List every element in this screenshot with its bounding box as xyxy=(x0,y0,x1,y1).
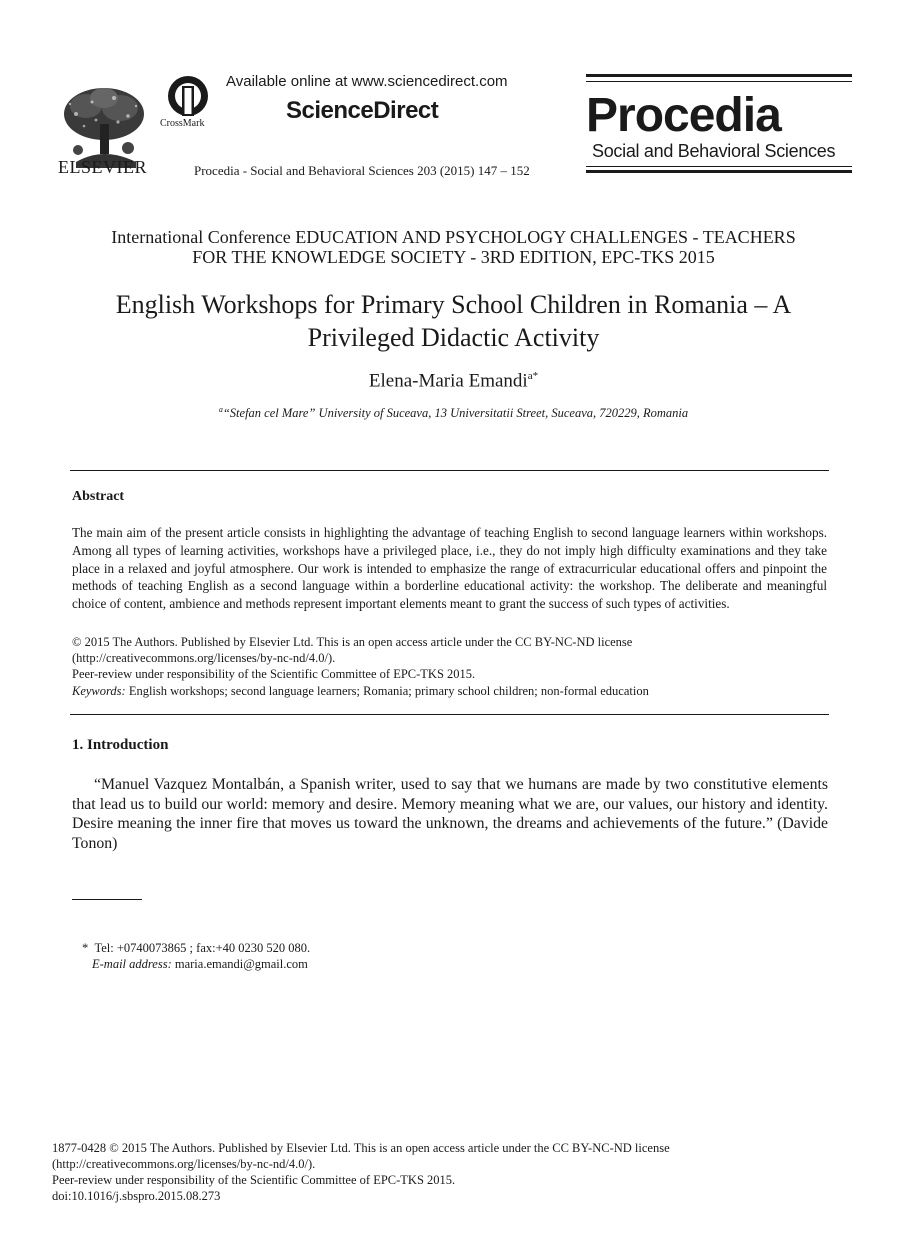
footnote-rule xyxy=(72,899,142,900)
divider xyxy=(70,470,829,471)
procedia-subtitle: Social and Behavioral Sciences xyxy=(592,141,836,161)
elsevier-wordmark: ELSEVIER xyxy=(58,157,147,177)
footnote-email xyxy=(92,957,308,972)
affiliation-marker: a xyxy=(218,405,223,414)
license-link[interactable]: (http://creativecommons.org/licenses/by-nc-nd/4.0/). xyxy=(72,651,336,665)
sciencedirect-logo: ScienceDirect xyxy=(286,97,439,124)
affiliation-text: “Stefan cel Mare” University of Suceava, 13 Universitatii Street, Suceava, 720229, Romania xyxy=(222,406,689,421)
footer-license-link[interactable]: (http://creativecommons.org/licenses/by-nc-nd/4.0/). xyxy=(52,1157,316,1171)
masthead-rule xyxy=(586,81,852,82)
conference-line: International Conference EDUCATION AND PSYCHOLOGY CHALLENGES - TEACHERS xyxy=(111,227,796,247)
license-text: © 2015 The Authors. Published by Elsevier Ltd. This is an open access article under the CC BY-NC-ND license xyxy=(72,635,633,649)
abstract-body: The main aim of the present article consists in highlighting the advantage of teaching English to second language learners within workshops. Among all types of learning activities, workshops have a privileged place, i.e., they do not imply high difficulty examinations and they take place in a relaxed and joyful atmosphere. Our work is intended to emphasize the range of extracurricular educational offers and pinpoint the methods of teaching English as a second language within a borderline educational activity: the workshop. The deliberate and meaningful choice of content, ambience and methods represent important elements meant to grant the success of such types of activities. xyxy=(72,525,827,612)
author-line xyxy=(0,370,907,392)
article-title xyxy=(60,288,847,354)
email-address[interactable]: maria.emandi@gmail.com xyxy=(174,957,308,971)
available-online-text: Available online at www.sciencedirect.com xyxy=(226,73,508,90)
procedia-masthead xyxy=(586,74,852,174)
author-name: Elena-Maria Emandi xyxy=(368,370,528,392)
conference-name xyxy=(60,227,847,267)
affiliation xyxy=(0,405,907,421)
section-heading: 1. Introduction xyxy=(72,737,169,753)
title-line: Privileged Didactic Activity xyxy=(307,323,600,352)
keywords-label: Keywords: xyxy=(72,684,126,698)
journal-reference: Procedia - Social and Behavioral Sciences 203 (2015) 147 – 152 xyxy=(194,163,530,178)
masthead-rule xyxy=(586,170,852,173)
footnote-marker: * xyxy=(82,941,89,955)
abstract-heading: Abstract xyxy=(72,489,125,504)
footnote-tel-text: Tel: +0740073865 ; fax:+40 0230 520 080. xyxy=(94,941,311,955)
footnote-tel xyxy=(82,941,310,956)
footer-peer-review: Peer-review under responsibility of the Scientific Committee of EPC-TKS 2015. xyxy=(52,1173,456,1187)
keywords xyxy=(72,684,649,699)
masthead-rule xyxy=(586,166,852,167)
masthead-rule xyxy=(586,74,852,77)
title-line: English Workshops for Primary School Children in Romania – A xyxy=(115,290,792,319)
footer-license: 1877-0428 © 2015 The Authors. Published by Elsevier Ltd. This is an open access article under the CC BY-NC-ND license xyxy=(52,1141,670,1155)
crossmark-label: CrossMark xyxy=(160,118,205,129)
divider xyxy=(70,714,829,715)
footer-doi[interactable]: doi:10.1016/j.sbspro.2015.08.273 xyxy=(52,1189,221,1203)
peer-review-note: Peer-review under responsibility of the Scientific Committee of EPC-TKS 2015. xyxy=(72,667,476,681)
conference-line: FOR THE KNOWLEDGE SOCIETY - 3RD EDITION, EPC-TKS 2015 xyxy=(192,247,715,267)
author-marker: a* xyxy=(527,370,539,382)
email-label: E-mail address: xyxy=(92,957,172,971)
keywords-list: English workshops; second language learners; Romania; primary school children; non-formal education xyxy=(128,684,649,698)
intro-paragraph: “Manuel Vazquez Montalbán, a Spanish writer, used to say that we humans are made by two constitutive elements that lead us to build our world: memory and desire. Memory meaning what we are, our values, our history and identity. Desire meaning the inner fire that moves us toward the unknown, the dreams and achievements of the future.” (Davide Tonon) xyxy=(72,776,828,852)
procedia-title: Procedia xyxy=(586,89,781,142)
